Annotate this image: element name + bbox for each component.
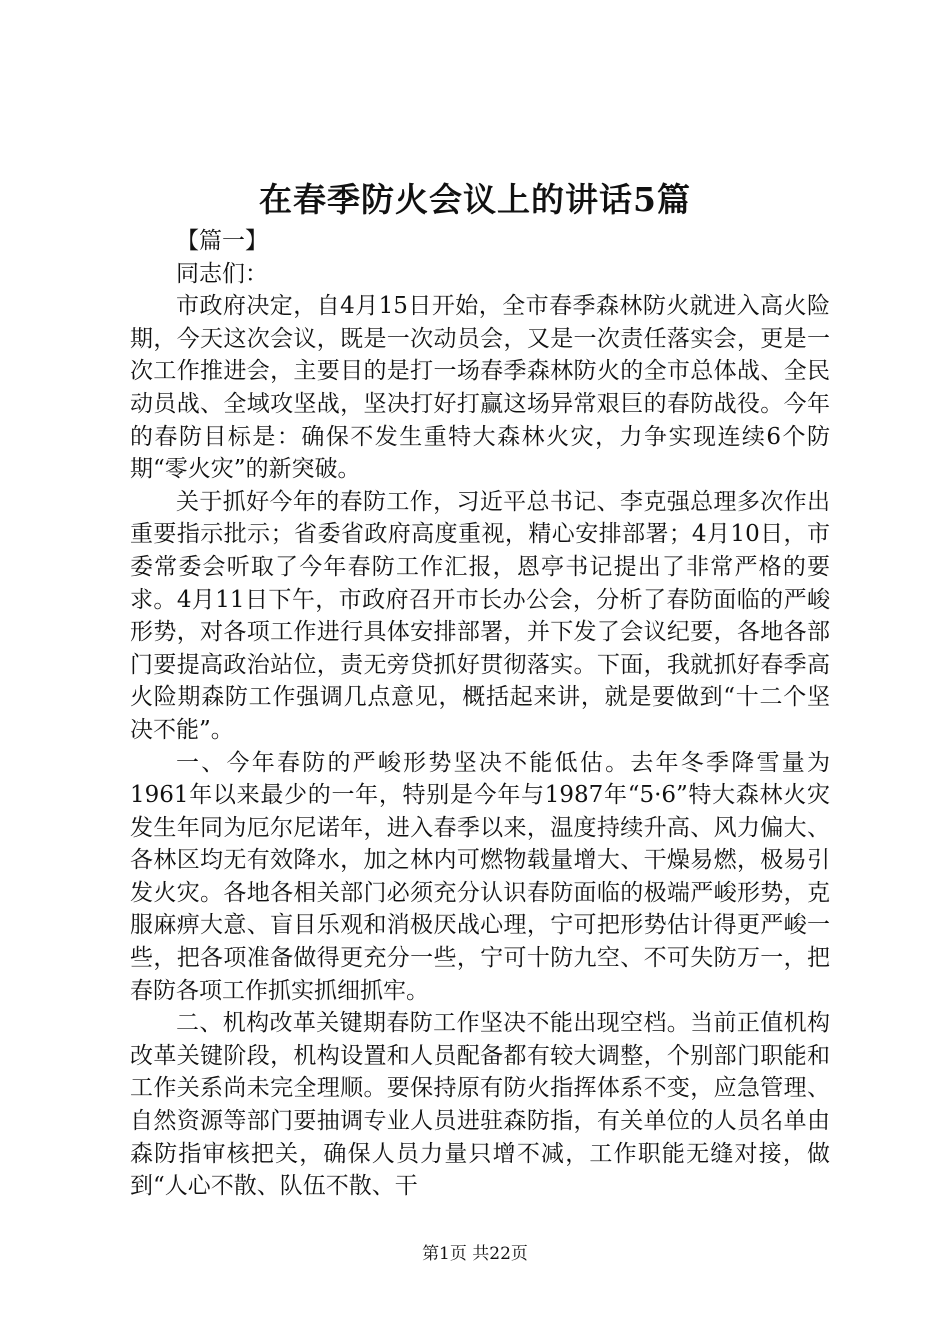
salutation: 同志们： <box>176 260 268 287</box>
paragraph: 市政府决定，自4月15日开始，全市春季森林防火就进入高火险期，今天这次会议，既是一次动员会，又是一次责任落实会，更是一次工作推进会，主要目的是打一场春季森林防火的全市总体战、全民动员战、全域攻坚战，坚决打好打赢这场异常艰巨的春防战役。今年的春防目标是：确保不发生重特大森林火灾，力争实现连续6个防期“零火灾”的新突破。 <box>130 293 830 483</box>
document-body <box>130 225 830 1203</box>
section-heading: 【篇一】 <box>176 228 268 254</box>
page-footer: 第1页 共22页 <box>422 1244 528 1264</box>
paragraph: 二、机构改革关键期春防工作坚决不能出现空档。当前正值机构改革关键阶段，机构设置和人员配备都有较大调整，个别部门职能和工作关系尚未完全理顺。要保持原有防火指挥体系不变，应急管理、自然资源等部门要抽调专业人员进驻森防指，有关单位的人员名单由森防指审核把关，确保人员力量只增不减，工作职能无缝对接，做到“人心不散、队伍不散、干 <box>130 1010 830 1200</box>
paragraph: 关于抓好今年的春防工作，习近平总书记、李克强总理多次作出重要指示批示；省委省政府高度重视，精心安排部署；4月10日，市委常委会听取了今年春防工作汇报，恩亭书记提出了非常严格的要求。4月11日下午，市政府召开市长办公会，分析了春防面临的严峻形势，对各项工作进行具体安排部署，并下发了会议纪要，各地各部门要提高政治站位，责无旁贷抓好贯彻落实。下面，我就抓好春季高火险期森防工作强调几点意见，概括起来讲，就是要做到“十二个坚决不能”。 <box>130 488 830 743</box>
paragraph: 一、今年春防的严峻形势坚决不能低估。去年冬季降雪量为1961年以来最少的一年，特别是今年与1987年“5·6”特大森林火灾发生年同为厄尔尼诺年，进入春季以来，温度持续升高、风力偏大、各林区均无有效降水，加之林内可燃物载量增大、干燥易燃，极易引发火灾。各地各相关部门必须充分认识春防面临的极端严峻形势，克服麻痹大意、盲目乐观和消极厌战心理，宁可把形势估计得更严峻一些，把各项准备做得更充分一些，宁可十防九空、不可失防万一，把春防各项工作抓实抓细抓牢。 <box>130 749 830 1004</box>
page-title: 在春季防火会议上的讲话5篇 <box>259 180 691 219</box>
